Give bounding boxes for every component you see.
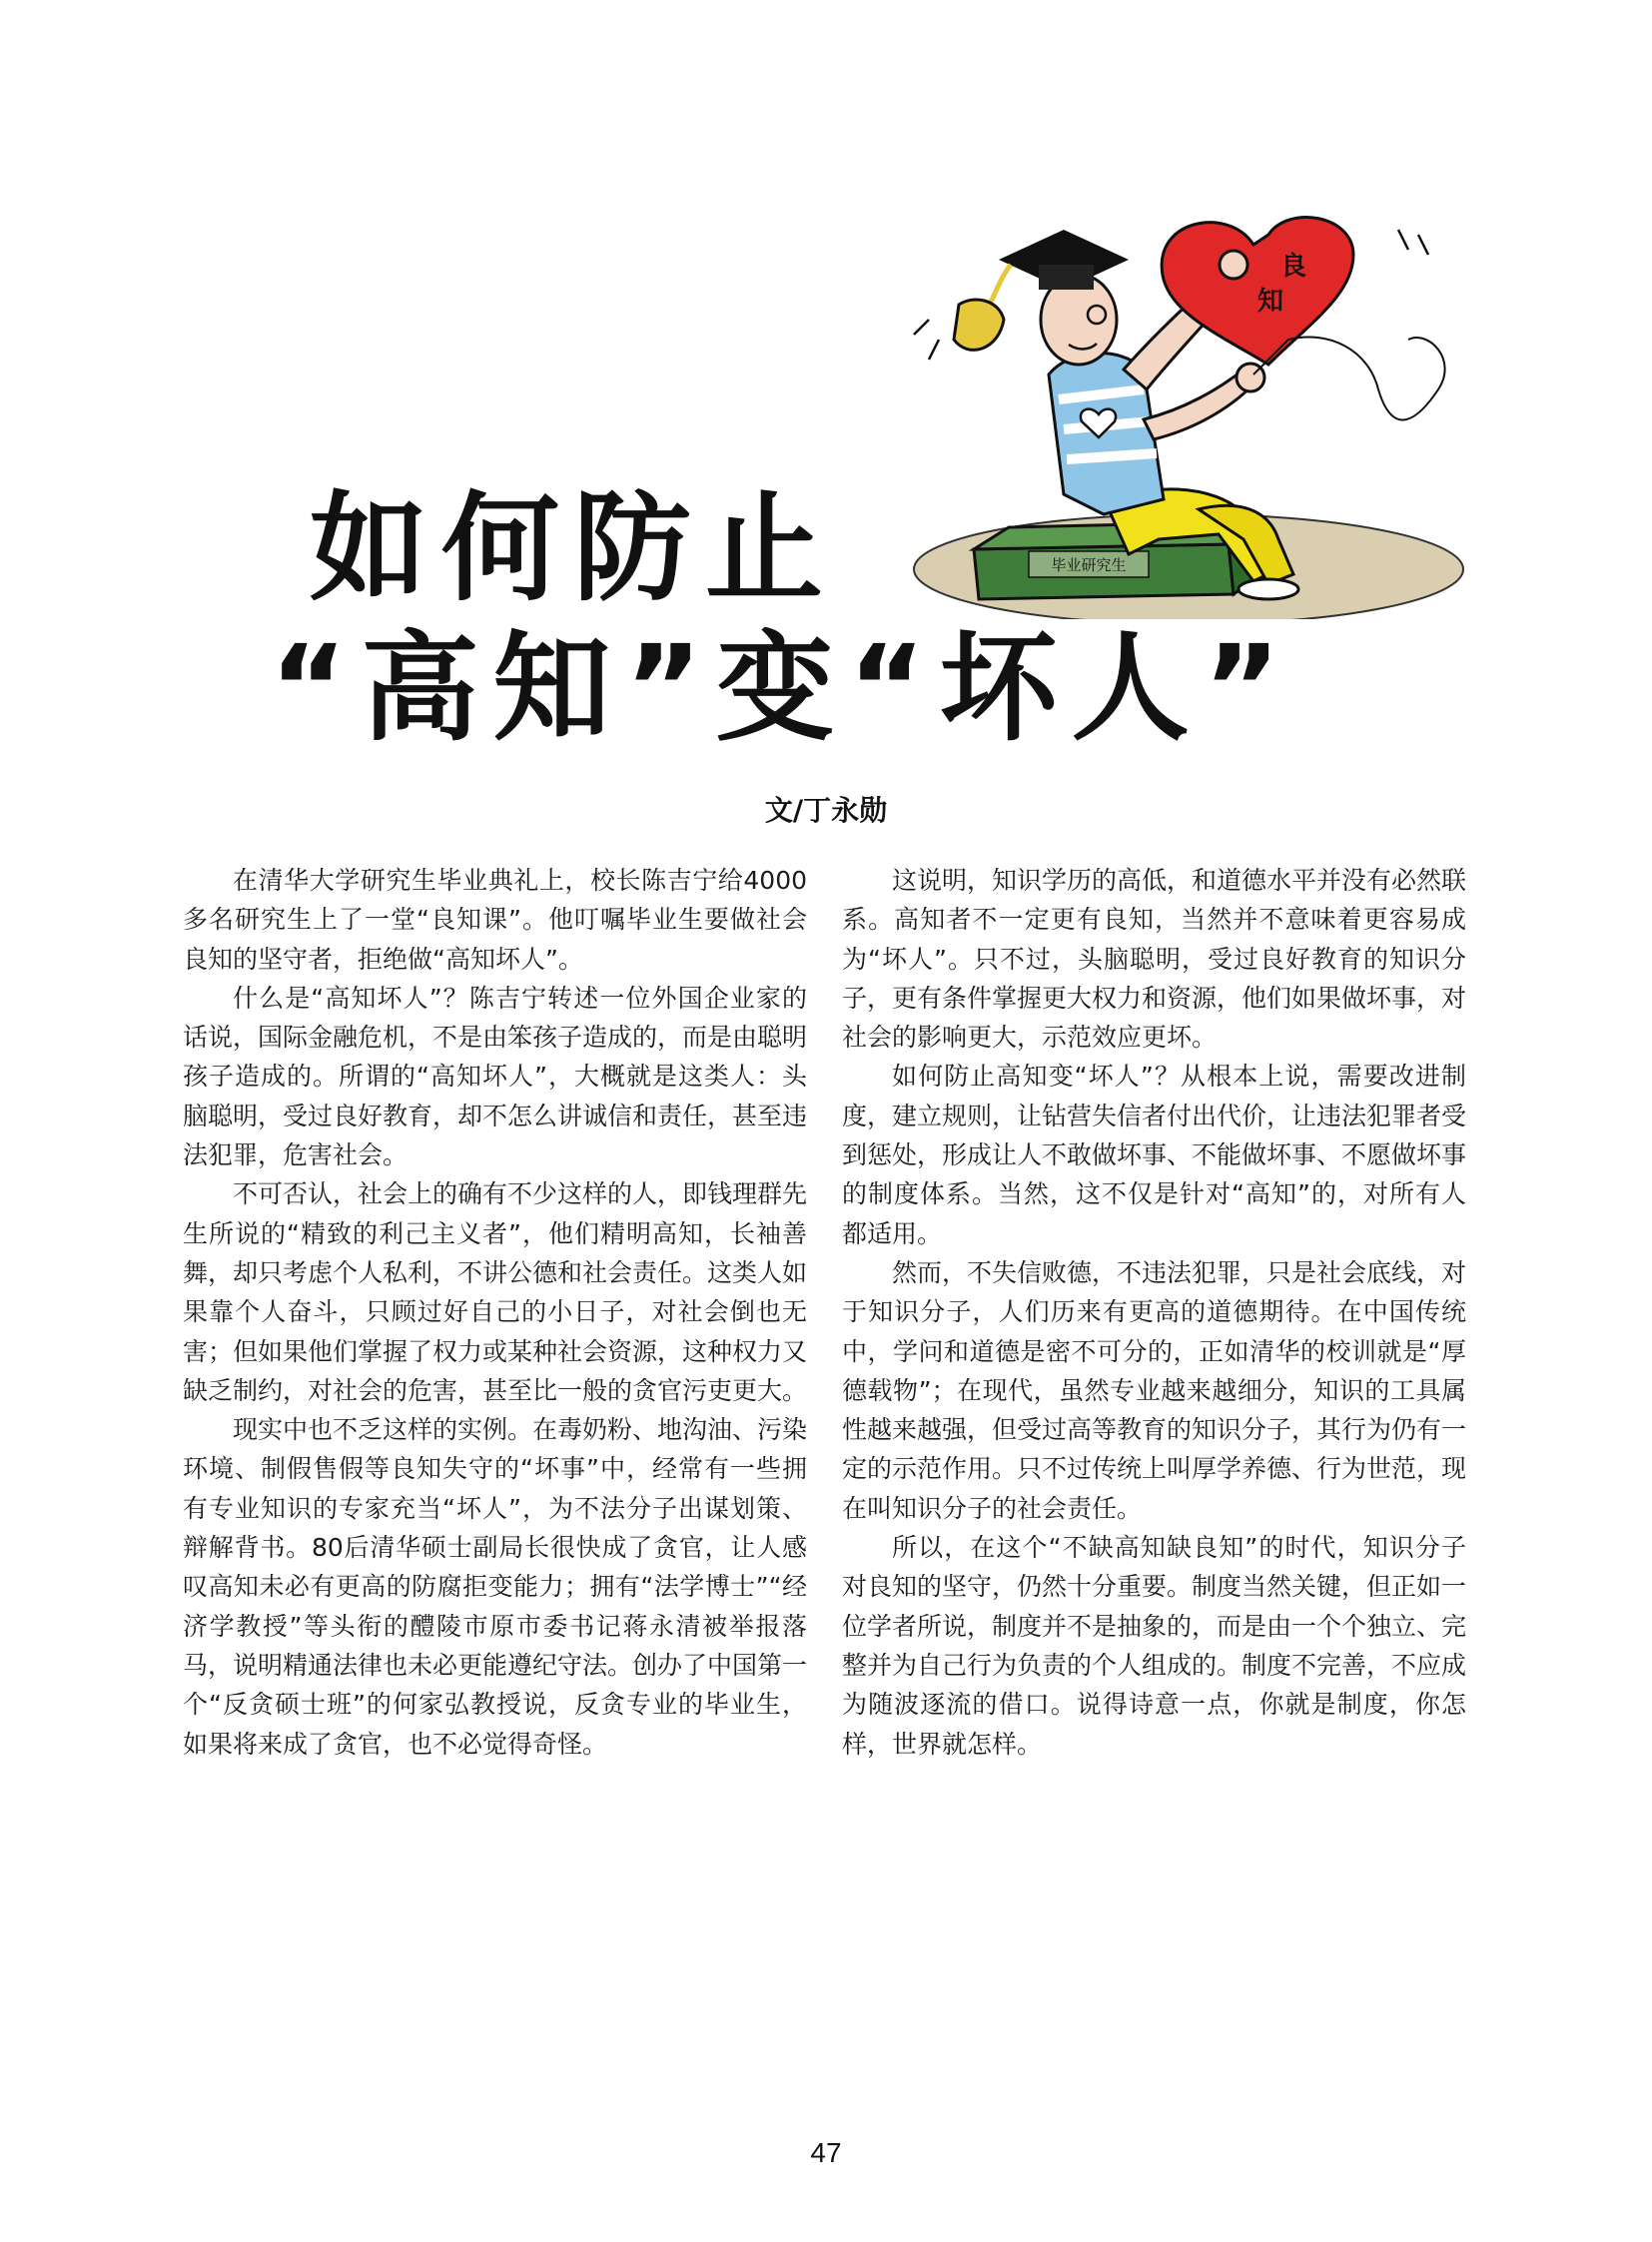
paragraph: 什么是“高知坏人”？陈吉宁转述一位外国企业家的话说，国际金融危机，不是由笨孩子造成的，而是由聪明孩子造成的。所谓的“高知坏人”，大概就是这类人：头脑聪明，受过良好教育，却不怎么讲诚信和责任，甚至违法犯罪，危害社会。 (183, 983, 808, 1170)
paragraph: 所以，在这个“不缺高知缺良知”的时代，知识分子对良知的坚守，仍然十分重要。制度当然关键，但正如一位学者所说，制度并不是抽象的，而是由一个个独立、完整并为自己行为负责的个人组成的。制度不完善，不应成为随波逐流的借口。说得诗意一点，你就是制度，你怎样，世界就怎样。 (842, 1533, 1467, 1759)
paragraph: 这说明，知识学历的高低，和道德水平并没有必然联系。高知者不一定更有良知，当然并不意味着更容易成为“坏人”。只不过，头脑聪明，受过良好教育的知识分子，更有条件掌握更大权力和资源，他们如果做坏事，对社会的影响更大，示范效应更坏。 (842, 866, 1467, 1053)
cartoon-illustration (899, 210, 1478, 619)
title-line-2: “高知”变“坏人” (270, 619, 1295, 757)
heart-graphic (1162, 218, 1353, 365)
paragraph: 不可否认，社会上的确有不少这样的人，即钱理群先生所说的“精致的利己主义者”，他们精明高知，长袖善舞，却只考虑个人私利，不讲公德和社会责任。这类人如果靠个人奋斗，只顾过好自己的小日子，对社会倒也无害；但如果他们掌握了权力或某种社会资源，这种权力又缺乏制约，对社会的危害，甚至比一般的贪官污吏更大。 (183, 1179, 808, 1405)
paragraph: 然而，不失信败德，不违法犯罪，只是社会底线，对于知识分子，人们历来有更高的道德期待。在中国传统中，学问和道德是密不可分的，正如清华的校训就是“厚德载物”；在现代，虽然专业越来越细分，知识的工具属性越来越强，但受过高等教育的知识分子，其行为仍有一定的示范作用。只不过传统上叫厚学养德、行为世范，现在叫知识分子的社会责任。 (842, 1257, 1467, 1523)
paragraph: 如何防止高知变“坏人”？从根本上说，需要改进制度，建立规则，让钻营失信者付出代价，让违法犯罪者受到惩处，形成让人不敢做坏事、不能做坏事、不愿做坏事的制度体系。当然，这不仅是针对“高知”的，对所有人都适用。 (842, 1062, 1467, 1248)
paragraph: 现实中也不乏这样的实例。在毒奶粉、地沟油、污染环境、制假售假等良知失守的“坏事”中，经常有一些拥有专业知识的专家充当“坏人”，为不法分子出谋划策、辩解背书。80后清华硕士副局长很快成了贪官，让人感叹高知未必有更高的防腐拒变能力；拥有“法学博士”“经济学教授”等头衔的醴陵市原市委书记蒋永清被举报落马，说明精通法律也未必更能遵纪守法。创办了中国第一个“反贪硕士班”的何家弘教授说，反贪专业的毕业生，如果将来成了贪官，也不必觉得奇怪。 (183, 1415, 808, 1759)
left-column (183, 861, 807, 1764)
heart-text-top: 良 (1279, 252, 1307, 282)
page-number: 47 (810, 2137, 842, 2168)
book-spine-text: 毕业研究生 (1051, 556, 1127, 574)
title-line-1: 如何防止 (310, 479, 838, 617)
right-column (842, 861, 1466, 1764)
paragraph: 在清华大学研究生毕业典礼上，校长陈吉宁给4000多名研究生上了一堂“良知课”。他叮嘱毕业生要做社会良知的坚守者，拒绝做“高知坏人”。 (183, 866, 807, 974)
author-byline: 文/丁永勋 (764, 794, 888, 827)
heart-text-bottom: 知 (1256, 287, 1284, 317)
